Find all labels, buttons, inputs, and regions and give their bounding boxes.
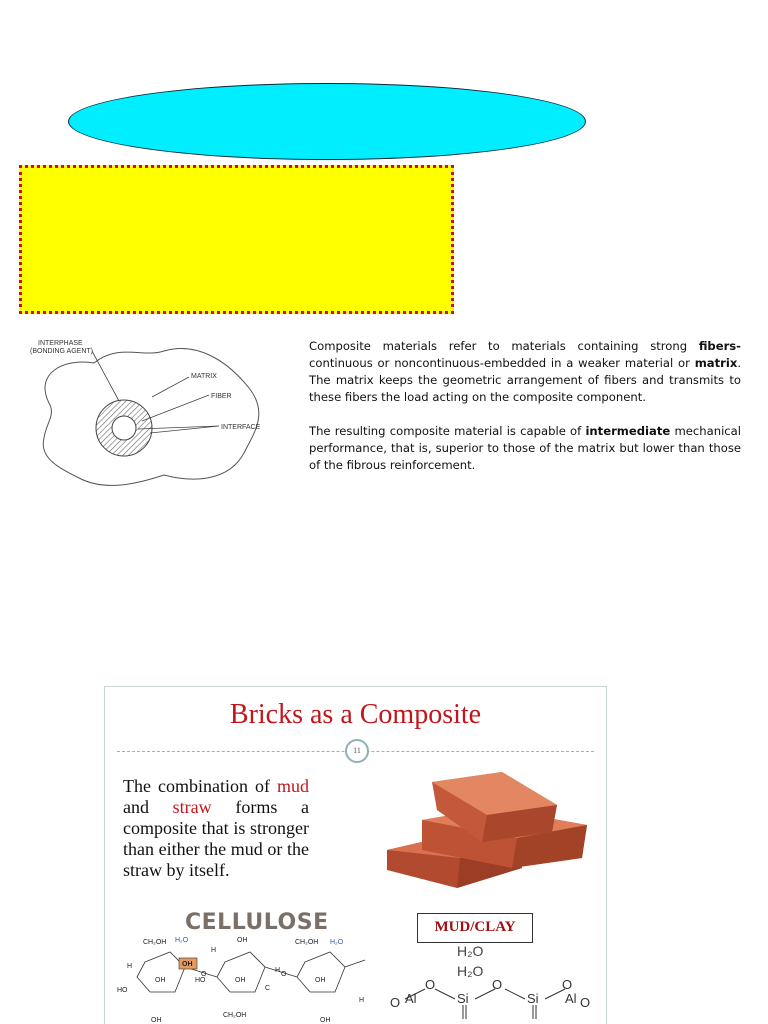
water-label-2: H₂O — [457, 963, 484, 979]
fibers-keyword: fibers- — [698, 339, 741, 353]
mud-clay-label: MUD/CLAY — [417, 913, 533, 943]
interphase-label: INTERPHASE — [38, 340, 83, 347]
ch2oh-label-2: CH₂OH — [295, 939, 319, 946]
description-paragraph-1: Composite materials refer to materials containing strong fibers- continuous or noncontinuous-embedded in a weaker material or matrix. The matrix keeps the geometric arrangement of fibers and transmits to these fibers the load acting on the composite component. — [309, 339, 741, 404]
mud-keyword: mud — [276, 776, 309, 796]
clay-o-3: O — [492, 977, 503, 992]
clay-structure — [380, 977, 595, 1024]
c-label-1: C — [265, 985, 271, 992]
matrix-region — [43, 349, 259, 486]
oh-label-6: OH — [320, 1017, 331, 1024]
h-label-2: H — [211, 947, 217, 954]
fiber-core — [112, 416, 136, 440]
h-label-3: H — [275, 967, 281, 974]
o-label-1: O — [201, 971, 207, 978]
ho-label-1: HO — [117, 987, 128, 994]
oh-label-1: OH — [237, 937, 248, 944]
clay-o-4: O — [562, 977, 573, 992]
clay-o-5: O — [580, 995, 591, 1010]
intermediate-keyword: intermediate — [585, 424, 671, 438]
oh-label-2: OH — [155, 977, 166, 984]
clay-si-1: Si — [457, 991, 469, 1006]
bricks-image — [382, 770, 592, 900]
matrix-keyword: matrix — [694, 356, 738, 370]
cellulose-title: CELLULOSE — [185, 910, 329, 935]
interface-label: INTERFACE — [221, 424, 261, 431]
clay-o-1: O — [390, 995, 401, 1010]
oh-label-5: OH — [151, 1017, 162, 1024]
ho-label-2: HO — [195, 977, 206, 984]
water-label-1: H₂O — [457, 943, 484, 959]
slide-body-text: The combination of mud and straw forms a composite that is stronger than either the mud or the straw by itself. — [123, 776, 309, 880]
cellulose-structure — [115, 932, 385, 1024]
matrix-label: MATRIX — [191, 373, 217, 380]
composite-description — [309, 338, 741, 491]
bricks-slide — [104, 686, 607, 1024]
cyan-ellipse-shape — [68, 83, 586, 160]
bonding-agent-label: (BONDING AGENT) — [30, 348, 94, 355]
description-paragraph-2: The resulting composite material is capable of intermediate mechanical performance, that is, superior to those of the matrix but lower than those of the fibrous reinforcement. — [309, 424, 741, 472]
straw-keyword: straw — [172, 797, 212, 817]
fiber-label: FIBER — [211, 393, 232, 400]
h-label-4: H — [359, 997, 365, 1004]
oh-label-3: OH — [235, 977, 246, 984]
ch2oh-label-1: CH₂OH — [143, 939, 167, 946]
slide-number-badge: 11 — [345, 739, 369, 763]
o-label-2: O — [281, 971, 287, 978]
h-label-1: H — [127, 963, 133, 970]
clay-al-1: Al — [405, 991, 417, 1006]
oh-highlight: OH — [182, 961, 193, 968]
slide-title: Bricks as a Composite — [229, 699, 482, 730]
clay-al-2: Al — [565, 991, 577, 1006]
ch2oh-label-3: CH₂OH — [223, 1012, 247, 1019]
composite-structure-diagram — [24, 333, 274, 489]
clay-o-2: O — [425, 977, 436, 992]
oh-label-4: OH — [315, 977, 326, 984]
yellow-dotted-box — [19, 165, 454, 314]
h2o-label-2: H₂O — [330, 939, 344, 946]
h2o-label-1: H₂O — [175, 937, 189, 944]
clay-si-2: Si — [527, 991, 539, 1006]
